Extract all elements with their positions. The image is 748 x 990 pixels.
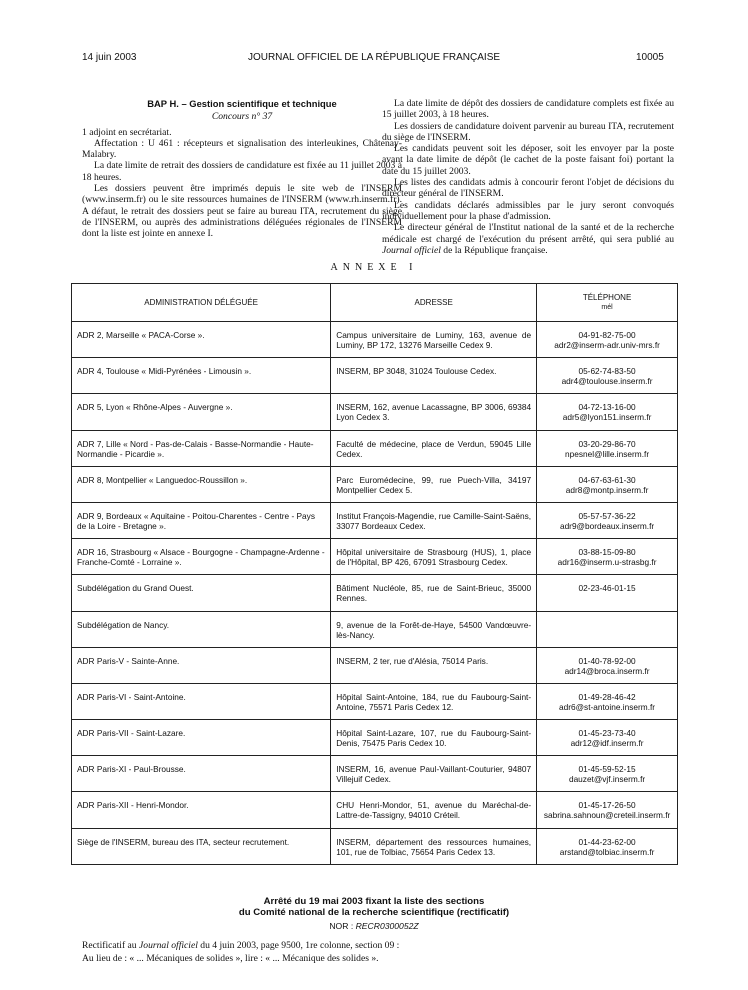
- address-cell: INSERM, BP 3048, 31024 Toulouse Cedex.: [331, 358, 537, 394]
- admin-cell: Subdélégation de Nancy.: [72, 611, 331, 647]
- arrete-title: Arrêté du 19 mai 2003 fixant la liste des sections du Comité national de la recherche scientifique (rectificatif): [238, 896, 510, 918]
- table-row: [72, 430, 678, 466]
- table-row: [72, 322, 678, 358]
- admin-cell: ADR Paris-VI - Saint-Antoine.: [72, 683, 331, 719]
- nor-reference: NOR : RECR0300052Z: [329, 921, 419, 931]
- email-address: adr4@toulouse.inserm.fr: [561, 376, 653, 387]
- table-row: [72, 575, 678, 611]
- table-row: [72, 683, 678, 719]
- table-row: [72, 792, 678, 828]
- right-column: [382, 98, 674, 256]
- paragraph: Les dossiers de candidature doivent parvenir au bureau ITA, recrutement du siège de l'INSERM.: [382, 120, 674, 143]
- address-cell: CHU Henri-Mondor, 51, avenue du Maréchal-de-Lattre-de-Tassigny, 94010 Créteil.: [331, 792, 537, 828]
- paragraph: La date limite de dépôt des dossiers de candidature complets est fixée au 15 juillet 2003, à 18 heures.: [382, 98, 674, 121]
- email-address: npesnel@lille.inserm.fr: [565, 448, 650, 459]
- phone-cell: [537, 647, 678, 683]
- email-address: arstand@tolbiac.inserm.fr: [559, 846, 655, 857]
- column-header-phone: TÉLÉPHONE mél: [537, 284, 678, 322]
- paragraph: Les listes des candidats admis à concourir feront l'objet de décisions du directeur général de l'INSERM.: [382, 177, 674, 200]
- admin-cell: ADR Paris-V - Sainte-Anne.: [72, 647, 331, 683]
- email-address: adr14@broca.inserm.fr: [564, 665, 650, 676]
- phone-number: 02-23-46-01-15: [578, 583, 636, 594]
- phone-cell: [537, 539, 678, 575]
- address-cell: Faculté de médecine, place de Verdun, 59045 Lille Cedex.: [331, 430, 537, 466]
- page-number: 10005: [636, 52, 664, 63]
- table-row: [72, 828, 678, 864]
- email-address: dauzet@vjf.inserm.fr: [568, 774, 646, 785]
- phone-cell: [537, 466, 678, 502]
- address-cell: INSERM, 162, avenue Lacassagne, BP 3006, 69384 Lyon Cedex 3.: [331, 394, 537, 430]
- column-header-address: ADRESSE: [331, 284, 537, 322]
- page-date: 14 juin 2003: [82, 52, 137, 63]
- phone-cell: [537, 575, 678, 611]
- paragraph: Affectation : U 461 : récepteurs et signalisation des interleukines, Châtenay-Malabry.: [82, 137, 402, 161]
- concours-number: Concours n° 37: [211, 111, 273, 123]
- email-address: sabrina.sahnoun@creteil.inserm.fr: [543, 810, 671, 821]
- phone-number: 04-67-63-61-30: [578, 474, 636, 485]
- admin-cell: ADR 8, Montpellier « Languedoc-Roussillon ».: [72, 466, 331, 502]
- email-address: adr16@inserm.u-strasbg.fr: [557, 557, 657, 568]
- table-row: [72, 611, 678, 647]
- address-cell: 9, avenue de la Forêt-de-Haye, 54500 Vandœuvre-lès-Nancy.: [331, 611, 537, 647]
- annexe-title: ANNEXE I: [330, 262, 418, 273]
- email-address: adr2@inserm-adr.univ-mrs.fr: [554, 340, 660, 350]
- admin-cell: ADR 4, Toulouse « Midi-Pyrénées - Limousin ».: [72, 358, 331, 394]
- phone-number: 01-45-23-73-40: [578, 728, 636, 739]
- phone-number: 05-62-74-83-50: [578, 366, 636, 377]
- phone-cell: [537, 322, 678, 358]
- phone-cell: [537, 792, 678, 828]
- phone-cell: [537, 394, 678, 430]
- admin-cell: ADR 7, Lille « Nord - Pas-de-Calais - Basse-Normandie - Haute-Normandie - Picardie ».: [72, 430, 331, 466]
- admin-cell: Subdélégation du Grand Ouest.: [72, 575, 331, 611]
- phone-number: 01-40-78-92-00: [578, 655, 636, 666]
- table-row: [72, 720, 678, 756]
- email-address: adr9@bordeaux.inserm.fr: [559, 520, 655, 531]
- bap-heading: BAP H. – Gestion scientifique et technique: [147, 98, 337, 109]
- address-cell: INSERM, département des ressources humaines, 101, rue de Tolbiac, 75654 Paris Cedex 13.: [331, 828, 537, 864]
- email-address: adr5@lyon151.inserm.fr: [562, 412, 652, 423]
- email-address: adr8@montp.inserm.fr: [565, 484, 649, 495]
- admin-cell: ADR Paris-XI - Paul-Brousse.: [72, 756, 331, 792]
- address-cell: Bâtiment Nucléole, 85, rue de Saint-Brieuc, 35000 Rennes.: [331, 575, 537, 611]
- paragraph: Le directeur général de l'Institut national de la santé et de la recherche médicale est chargé de l'exécution du présent arrêté, qui sera publié au Journal officiel de la République française.: [382, 222, 674, 256]
- phone-cell: [537, 611, 678, 647]
- phone-number: 01-45-17-26-50: [578, 800, 636, 811]
- left-column: [82, 98, 402, 240]
- phone-cell: [537, 502, 678, 538]
- rectificatif-line: Rectificatif au Journal officiel du 4 juin 2003, page 9500, 1re colonne, section 09 :: [82, 940, 400, 951]
- phone-cell: [537, 358, 678, 394]
- table-row: [72, 394, 678, 430]
- column-header-admin: ADMINISTRATION DÉLÉGUÉE: [72, 284, 331, 322]
- table-row: [72, 647, 678, 683]
- address-cell: Parc Euromédecine, 99, rue Puech-Villa, 34197 Montpellier Cedex 5.: [331, 466, 537, 502]
- phone-number: 03-20-29-86-70: [578, 438, 636, 449]
- table-row: [72, 502, 678, 538]
- phone-number: 01-49-28-46-42: [578, 691, 636, 702]
- table-row: [72, 466, 678, 502]
- correction-line: Au lieu de : « ... Mécaniques de solides », lire : « ... Mécanique des solides ».: [82, 953, 379, 964]
- admin-cell: ADR Paris-XII - Henri-Mondor.: [72, 792, 331, 828]
- address-cell: Institut François-Magendie, rue Camille-Saint-Saëns, 33077 Bordeaux Cedex.: [331, 502, 537, 538]
- phone-number: 04-72-13-16-00: [578, 402, 636, 413]
- address-cell: INSERM, 2 ter, rue d'Alésia, 75014 Paris.: [331, 647, 537, 683]
- table-row: [72, 539, 678, 575]
- paragraph: 1 adjoint en secrétariat.: [82, 126, 172, 138]
- phone-number: 04-91-82-75-00: [578, 330, 636, 340]
- journal-title: JOURNAL OFFICIEL DE LA RÉPUBLIQUE FRANÇAISE: [247, 52, 501, 63]
- address-cell: Hôpital universitaire de Strasbourg (HUS), 1, place de l'Hôpital, BP 426, 67091 Strasbourg Cedex.: [331, 539, 537, 575]
- phone-cell: [537, 430, 678, 466]
- adr-table: [71, 283, 678, 865]
- address-cell: Hôpital Saint-Antoine, 184, rue du Faubourg-Saint-Antoine, 75571 Paris Cedex 12.: [331, 683, 537, 719]
- phone-number: 01-45-59-52-15: [578, 764, 636, 775]
- phone-cell: [537, 720, 678, 756]
- admin-cell: ADR 9, Bordeaux « Aquitaine - Poitou-Charentes - Centre - Pays de la Loire - Bretagne ».: [72, 502, 331, 538]
- admin-cell: Siège de l'INSERM, bureau des ITA, secteur recrutement.: [72, 828, 331, 864]
- paragraph: Les candidats déclarés admissibles par le jury seront convoqués individuellement pour la phase d'admission.: [382, 199, 674, 222]
- email-address: adr12@idf.inserm.fr: [570, 738, 644, 749]
- address-cell: Campus universitaire de Luminy, 163, avenue de Luminy, BP 172, 13276 Marseille Cedex 9.: [331, 322, 537, 358]
- phone-cell: [537, 683, 678, 719]
- admin-cell: ADR 16, Strasbourg « Alsace - Bourgogne - Champagne-Ardenne - Franche-Comté - Lorraine ».: [72, 539, 331, 575]
- admin-cell: ADR 2, Marseille « PACA-Corse ».: [72, 322, 331, 358]
- phone-cell: [537, 828, 678, 864]
- address-cell: INSERM, 16, avenue Paul-Vaillant-Couturier, 94807 Villejuif Cedex.: [331, 756, 537, 792]
- paragraph: Les dossiers peuvent être imprimés depuis le site web de l'INSERM (www.inserm.fr) ou le site ressources humaines de l'INSERM (www.rh.inserm.fr). A défaut, le retrait des dossiers peut se faire au bureau ITA, recrutement du siège de l'INSERM, ou auprès des administrations déléguées régionales de l'INSERM dont la liste est jointe en annexe I.: [82, 183, 402, 240]
- email-address: adr6@st-antoine.inserm.fr: [559, 701, 656, 712]
- phone-number: 01-44-23-62-00: [578, 836, 636, 847]
- table-row: [72, 756, 678, 792]
- phone-number: 05-57-57-36-22: [578, 510, 636, 521]
- phone-number: 03-88-15-09-80: [578, 547, 636, 558]
- address-cell: Hôpital Saint-Lazare, 107, rue du Faubourg-Saint-Denis, 75475 Paris Cedex 10.: [331, 720, 537, 756]
- paragraph: La date limite de retrait des dossiers de candidature est fixée au 11 juillet 2003 à 18 heures.: [82, 160, 402, 183]
- admin-cell: ADR 5, Lyon « Rhône-Alpes - Auvergne ».: [72, 394, 331, 430]
- table-row: [72, 358, 678, 394]
- admin-cell: ADR Paris-VII - Saint-Lazare.: [72, 720, 331, 756]
- phone-cell: [537, 756, 678, 792]
- paragraph: Les candidats peuvent soit les déposer, soit les envoyer par la poste avant la date limite de dépôt (le cachet de la poste faisant foi) portant la date du 15 juillet 2003.: [382, 143, 674, 177]
